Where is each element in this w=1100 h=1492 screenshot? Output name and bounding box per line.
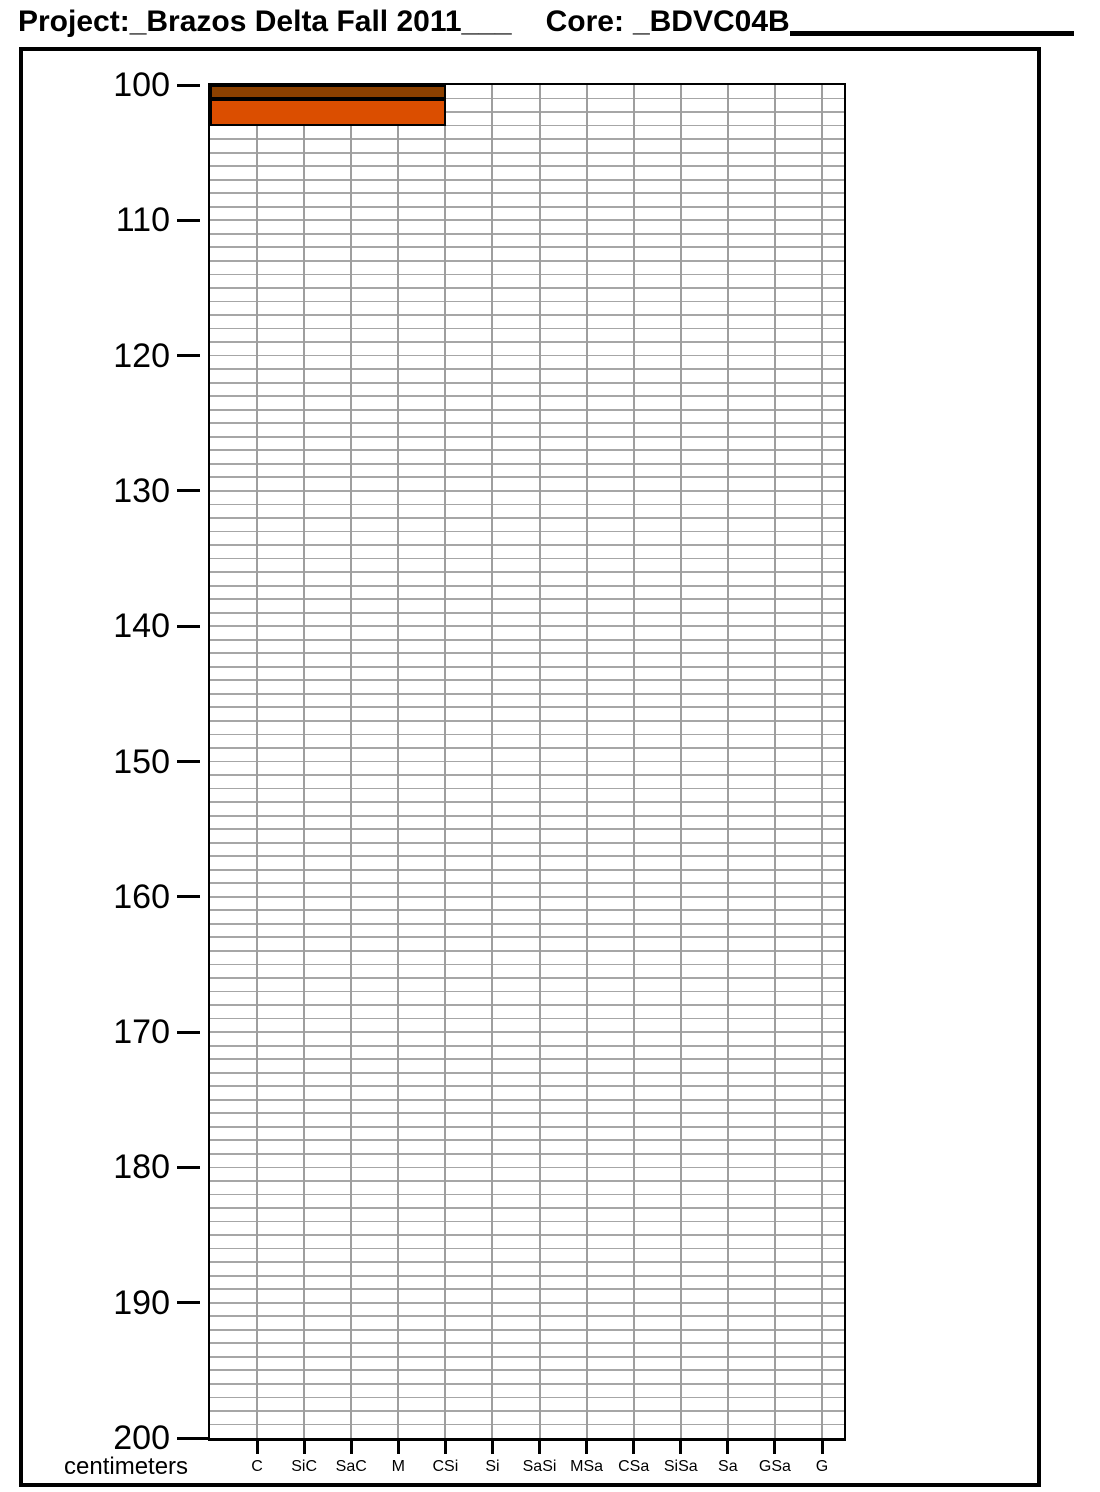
depth-tick-mark <box>177 354 200 357</box>
grain-size-gridline-Si <box>491 85 493 1438</box>
grain-size-column-label-SaSi: SaSi <box>522 1458 557 1475</box>
depth-tick-label: 130 <box>113 471 170 510</box>
grain-size-column-label-SiC: SiC <box>291 1458 318 1475</box>
grain-size-gridline-CSi <box>444 85 446 1438</box>
depth-tick-label: 200 <box>113 1419 170 1457</box>
depth-tick-label: 110 <box>115 201 170 240</box>
depth-tick-mark <box>177 1031 200 1034</box>
grain-size-tick-SaSi <box>538 1441 541 1454</box>
grain-size-tick-CSa <box>632 1441 635 1454</box>
depth-tick-label: 180 <box>113 1148 170 1187</box>
project-field <box>18 4 512 39</box>
grain-size-gridline-SaSi <box>539 85 541 1438</box>
depth-tick-label: 120 <box>113 336 170 375</box>
grain-size-tick-M <box>397 1441 400 1454</box>
core-interval-bar-1 <box>210 85 446 99</box>
sheet-header <box>18 4 1074 39</box>
grain-size-tick-SiC <box>303 1441 306 1454</box>
grain-size-column-label-Sa: Sa <box>718 1458 738 1475</box>
grain-size-column-label-SaC: SaC <box>335 1458 367 1475</box>
core-interval-bar-2 <box>210 99 446 126</box>
grain-size-gridline-GSa <box>774 85 776 1438</box>
grain-size-column-label-C: C <box>251 1458 263 1475</box>
grain-size-tick-Sa <box>726 1441 729 1454</box>
depth-tick-mark <box>177 760 200 763</box>
grain-size-gridline-CSa <box>633 85 635 1438</box>
grain-size-gridline-G <box>821 85 823 1438</box>
depth-tick-label: 190 <box>113 1283 170 1322</box>
grain-size-gridline-MSa <box>586 85 588 1438</box>
depth-tick-label: 150 <box>113 742 170 781</box>
grain-size-column-label-Si: Si <box>485 1458 500 1475</box>
project-value: _Brazos Delta Fall 2011___ <box>129 5 512 38</box>
depth-tick-mark <box>177 895 200 898</box>
depth-tick-label: 100 <box>113 66 170 104</box>
core-label: Core: <box>545 5 624 38</box>
depth-tick-mark <box>177 84 200 87</box>
depth-tick-mark <box>177 489 200 492</box>
grain-size-column-label-G: G <box>815 1458 829 1475</box>
grain-size-tick-SiSa <box>679 1441 682 1454</box>
grain-size-gridline-SiC <box>303 85 305 1438</box>
grain-size-tick-C <box>256 1441 259 1454</box>
grain-size-tick-GSa <box>773 1441 776 1454</box>
project-label: Project: <box>18 5 130 38</box>
grain-size-column-label-SiSa: SiSa <box>663 1458 698 1475</box>
grain-size-tick-Si <box>491 1441 494 1454</box>
grain-size-tick-MSa <box>585 1441 588 1454</box>
grain-size-gridline-Sa <box>727 85 729 1438</box>
grain-size-gridline-C <box>256 85 258 1438</box>
grain-size-gridline-SiSa <box>680 85 682 1438</box>
grain-size-tick-CSi <box>444 1441 447 1454</box>
depth-tick-mark <box>177 625 200 628</box>
depth-tick-label: 160 <box>113 877 170 916</box>
grain-size-tick-G <box>821 1441 824 1454</box>
grain-size-column-label-GSa: GSa <box>758 1458 791 1475</box>
depth-tick-mark <box>177 1166 200 1169</box>
core-value-underline <box>790 31 1074 36</box>
depth-tick-label: 140 <box>113 607 170 646</box>
depth-tick-mark <box>177 219 200 222</box>
core-field <box>546 4 790 39</box>
depth-grain-size-grid <box>208 83 846 1441</box>
grain-size-gridline-M <box>397 85 399 1438</box>
grain-size-column-label-CSa: CSa <box>618 1458 650 1475</box>
depth-tick-mark <box>177 1437 208 1440</box>
core-value: _BDVC04B <box>632 5 790 38</box>
grain-size-column-label-MSa: MSa <box>570 1458 604 1475</box>
depth-tick-label: 170 <box>113 1013 170 1052</box>
depth-tick-mark <box>177 1301 200 1304</box>
grain-size-column-label-CSi: CSi <box>432 1458 459 1475</box>
depth-unit-label: centimeters <box>64 1453 189 1480</box>
grain-size-column-label-M: M <box>391 1458 405 1475</box>
grain-size-gridline-SaC <box>350 85 352 1438</box>
grain-size-tick-SaC <box>350 1441 353 1454</box>
